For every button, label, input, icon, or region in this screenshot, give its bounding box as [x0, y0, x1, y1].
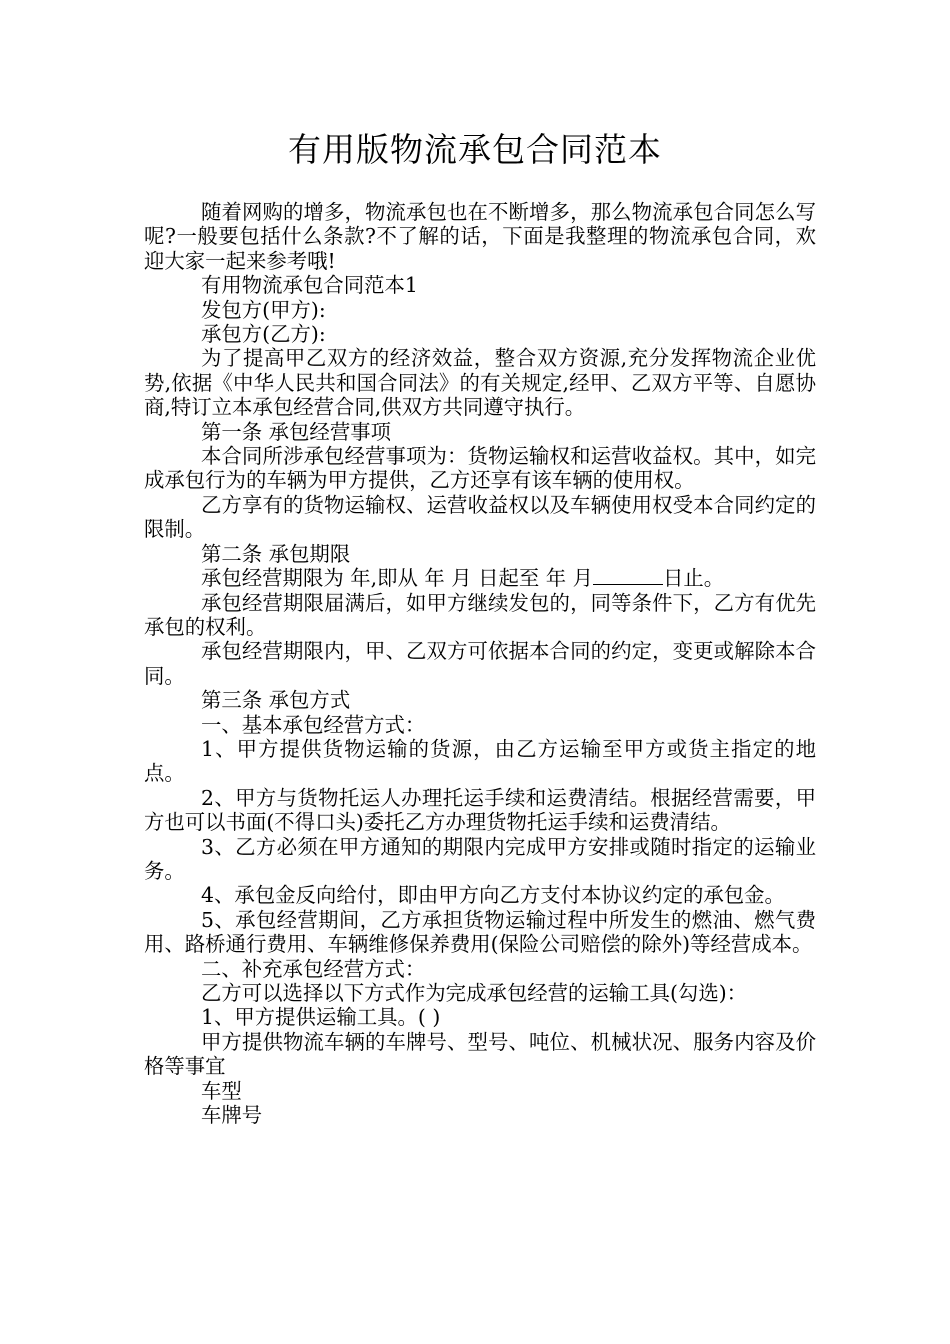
party-b-line: 承包方(乙方):	[201, 322, 326, 347]
vehicle-type-label: 车型	[201, 1078, 242, 1103]
basic-mode-item-4: 4、承包金反向给付，即由甲方向乙方支付本协议约定的承包金。	[201, 883, 785, 908]
article-2-heading: 第二条 承包期限	[201, 541, 351, 566]
basic-mode-item-5: 5、承包经营期间，乙方承担货物运输过程中所发生的燃油、燃气费用、路桥通行费用、车辆维修保养费用(保险公司赔偿的除外)等经营成本。	[144, 907, 816, 957]
article-1-paragraph-1: 本合同所涉承包经营事项为：货物运输权和运营收益权。其中，如完成承包行为的车辆为甲方提供，乙方还享有该车辆的使用权。	[144, 444, 816, 493]
term-text-start: 承包经营期限为 年,即从 年 月 日起至 年 月	[201, 566, 594, 591]
vehicle-details-paragraph: 甲方提供物流车辆的车牌号、型号、吨位、机械状况、服务内容及价格等事宜	[144, 1029, 816, 1079]
term-text-end: 日止。	[663, 566, 725, 591]
supplementary-item-1: 1、甲方提供运输工具。( )	[201, 1005, 441, 1030]
preamble-paragraph: 为了提高甲乙双方的经济效益，整合双方资源,充分发挥物流企业优势,依据《中华人民共和国合同法》的有关规定,经甲、乙双方平等、自愿协商,特订立本承包经营合同,供双方共同遵守执行。	[144, 346, 816, 420]
term-paragraph	[144, 566, 816, 590]
article-1-heading: 第一条 承包经营事项	[201, 419, 391, 444]
article-1-paragraph-2: 乙方享有的货物运输权、运营收益权以及车辆使用权受本合同约定的限制。	[144, 492, 816, 542]
article-2-paragraph-3: 承包经营期限内，甲、乙双方可依据本合同的约定，变更或解除本合同。	[144, 639, 816, 688]
basic-mode-item-2: 2、甲方与货物托运人办理托运手续和运费清结。根据经营需要，甲方也可以书面(不得口头)委托乙方办理货物托运手续和运费清结。	[144, 785, 816, 835]
supplementary-mode-intro: 乙方可以选择以下方式作为完成承包经营的运输工具(勾选)：	[201, 981, 748, 1005]
article-2-paragraph-2: 承包经营期限届满后，如甲方继续发包的，同等条件下，乙方有优先承包的权利。	[144, 590, 816, 639]
document-body	[144, 200, 816, 1127]
plate-number-label: 车牌号	[201, 1103, 263, 1128]
intro-paragraph: 随着网购的增多，物流承包也在不断增多，那么物流承包合同怎么写呢?一般要包括什么条款?不了解的话，下面是我整理的物流承包合同，欢迎大家一起来参考哦!	[144, 200, 816, 273]
contract-heading: 有用物流承包合同范本1	[201, 273, 418, 298]
article-3-heading: 第三条 承包方式	[201, 688, 351, 713]
document-title: 有用版物流承包合同范本	[288, 130, 662, 169]
party-a-line: 发包方(甲方):	[201, 297, 326, 322]
blank-underline	[593, 566, 663, 585]
basic-mode-heading: 一、基本承包经营方式：	[201, 712, 426, 737]
basic-mode-item-3: 3、乙方必须在甲方通知的期限内完成甲方安排或随时指定的运输业务。	[144, 834, 816, 883]
basic-mode-item-1: 1、甲方提供货物运输的货源，由乙方运输至甲方或货主指定的地点。	[144, 736, 816, 786]
supplementary-mode-heading: 二、补充承包经营方式：	[201, 956, 426, 981]
